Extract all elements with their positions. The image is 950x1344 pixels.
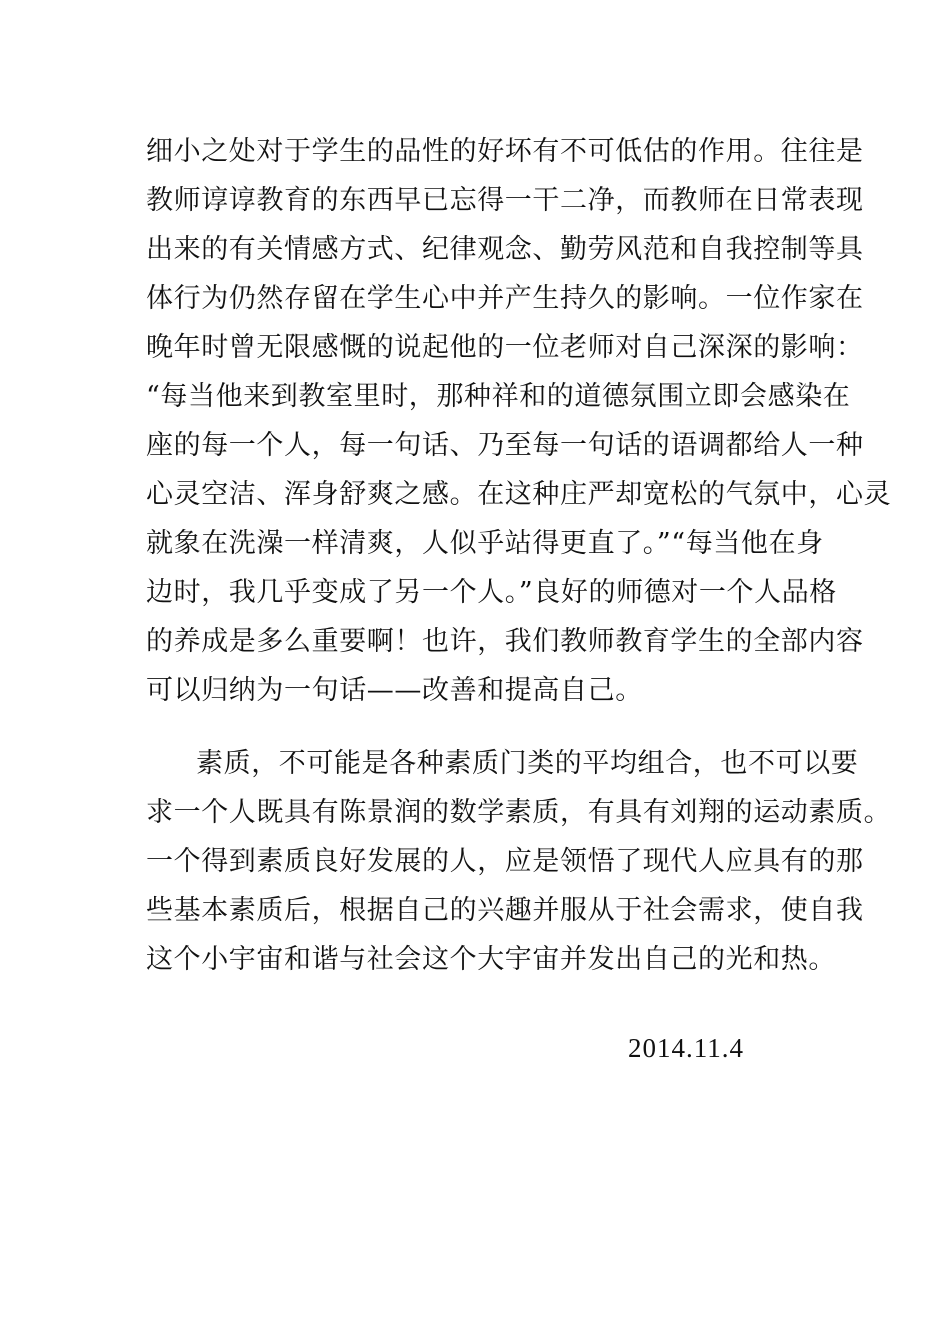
text-line: 出来的有关情感方式、纪律观念、勤劳风范和自我控制等具: [146, 234, 864, 265]
document-date: 2014.11.4: [628, 1033, 744, 1063]
paragraph-gap: [146, 717, 826, 741]
body-text: [146, 129, 892, 986]
text-line: 的养成是多么重要啊！也许，我们教师教育学生的全部内容: [146, 626, 864, 657]
text-line: 素质，不可能是各种素质门类的平均组合，也不可以要: [196, 748, 859, 779]
text-line: 晚年时曾无限感慨的说起他的一位老师对自己深深的影响：: [146, 332, 864, 363]
text-line: 这个小宇宙和谐与社会这个大宇宙并发出自己的光和热。: [146, 944, 836, 975]
text-line: 细小之处对于学生的品性的好坏有不可低估的作用。往往是: [146, 136, 864, 167]
paragraph-1: [146, 129, 892, 717]
paragraph-2: [146, 741, 892, 986]
text-line: 一个得到素质良好发展的人，应是领悟了现代人应具有的那: [146, 846, 864, 877]
text-line: 就象在洗澡一样清爽，人似乎站得更直了。”“每当他在身: [146, 528, 824, 559]
text-line: 些基本素质后，根据自己的兴趣并服从于社会需求，使自我: [146, 895, 864, 926]
text-line: 体行为仍然存留在学生心中并产生持久的影响。一位作家在: [146, 283, 864, 314]
text-line: 座的每一个人，每一句话、乃至每一句话的语调都给人一种: [146, 430, 864, 461]
text-line: 心灵空洁、浑身舒爽之感。在这种庄严却宽松的气氛中，心灵: [146, 479, 892, 510]
text-line: 可以归纳为一句话——改善和提高自己。: [146, 675, 643, 706]
text-line: 求一个人既具有陈景润的数学素质，有具有刘翔的运动素质。: [146, 797, 892, 828]
text-line: 教师谆谆教育的东西早已忘得一干二净，而教师在日常表现: [146, 185, 864, 216]
text-line: “每当他来到教室里时，那种祥和的道德氛围立即会感染在: [146, 381, 851, 412]
text-line: 边时，我几乎变成了另一个人。”良好的师德对一个人品格: [146, 577, 837, 608]
